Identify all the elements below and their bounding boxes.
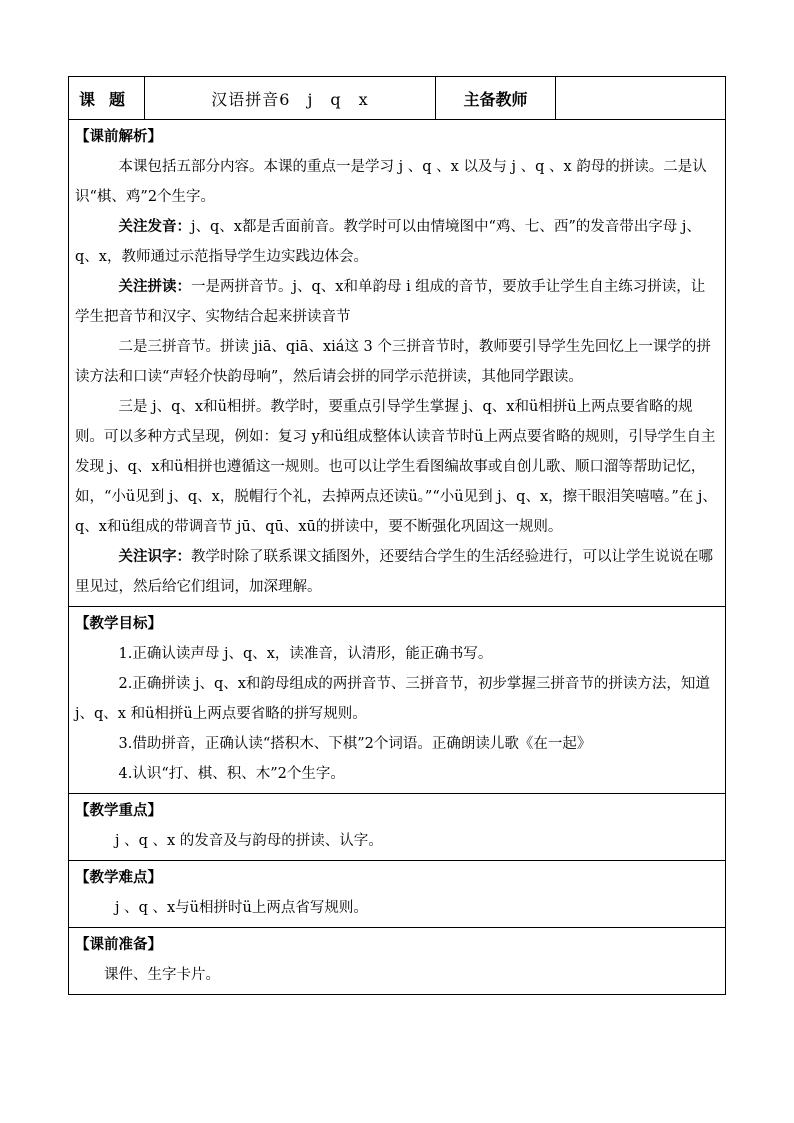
literacy-text: 教学时除了联系课文插图外，还要结合学生的生活经验进行，可以让学生说说在哪里见过，然后给它们组词，加深理解。 [75,549,713,595]
goals-row [69,607,726,794]
preparation-text: 课件、生字卡片。 [104,967,220,983]
spelling-lead: 关注拼读： [118,278,191,295]
difficulties-row [69,861,726,928]
analysis-row [69,120,726,607]
analysis-p1: 本课包括五部分内容。本课的重点一是学习 j 、q 、x 以及与 j 、q 、x 韵母的拼读。二是认识“棋、鸡”2个生字。 [75,159,707,205]
pronunciation-lead: 关注发音： [118,218,191,235]
literacy-lead: 关注识字： [118,548,191,565]
teacher-value [556,77,726,120]
header-row [69,77,726,120]
analysis-p2 [75,212,719,272]
lesson-plan [68,76,725,995]
key-points-text: j 、q 、x 的发音及与韵母的拼读、认字。 [115,833,383,849]
analysis-p5: 三是 j、q、x和ü相拼。教学时，要重点引导学生掌握 j、q、x和ü相拼ü上两点要省略的规则。可以多种方式呈现，例如：复习 y和ü组成整体认读音节时ü上两点要省略的规则，引导学生自主发现 j、q、x和ü相拼也遵循这一规则。也可以让学生看图编故事或自创儿歌、顺口溜等帮助记忆，如，“小ü见到 j、q、x，脱帽行个礼，去掉两点还读ü。”“小ü见到 j、q、x，擦干眼泪笑嘻嘻。”在 j、q、x和ü组成的带调音节 jū、qū、xū的拼读中，要不断强化巩固这一规则。 [75,399,717,535]
pronunciation-text: j、q、x都是舌面前音。教学时可以由情境图中“鸡、七、西”的发音带出字母 j、q、x，教师通过示范指导学生边实践边体会。 [75,219,701,265]
goals-heading: 【教学目标】 [75,615,162,632]
difficulties-text: j 、q 、x与ü相拼时ü上两点省写规则。 [115,900,368,916]
analysis-section [69,120,726,607]
goal-item: 3.借助拼音，正确认读“搭积木、下棋”2个词语。正确朗读儿歌《在一起》 [118,736,592,752]
goal-item: 4.认识“打、棋、积、木”2个生字。 [118,766,345,782]
difficulties-heading: 【教学难点】 [75,869,162,886]
preparation-heading: 【课前准备】 [75,936,162,953]
preparation-row [69,928,726,995]
teacher-label: 主备教师 [436,77,556,120]
goal-item: 2.正确拼读 j、q、x和韵母组成的两拼音节、三拼音节，初步掌握三拼音节的拼读方法，知道 j、q、x 和ü相拼ü上两点要省略的拼写规则。 [75,676,710,722]
key-points-row [69,794,726,861]
difficulties-section [69,861,726,928]
subject-label: 课题 [69,77,145,120]
goals-section [69,607,726,794]
preparation-section [69,928,726,995]
analysis-p3 [75,272,719,332]
lesson-plan-table [68,76,726,995]
analysis-p6 [75,542,719,602]
lesson-title: 汉语拼音6 j q x [145,77,436,120]
analysis-heading: 【课前解析】 [75,128,162,145]
key-points-heading: 【教学重点】 [75,802,162,819]
analysis-p4: 二是三拼音节。拼读 jiā、qiā、xiá这 3 个三拼音节时，教师要引导学生先回忆上一课学的拼读方法和口读“声轻介快韵母响”，然后请会拼的同学示范拼读，其他同学跟读。 [75,339,711,385]
goal-item: 1.正确认读声母 j、q、x，读准音，认清形，能正确书写。 [118,646,493,662]
key-points-section [69,794,726,861]
spelling-text: 一是两拼音节。j、q、x和单韵母 i 组成的音节，要放手让学生自主练习拼读，让学生把音节和汉字、实物结合起来拼读音节 [75,279,706,325]
